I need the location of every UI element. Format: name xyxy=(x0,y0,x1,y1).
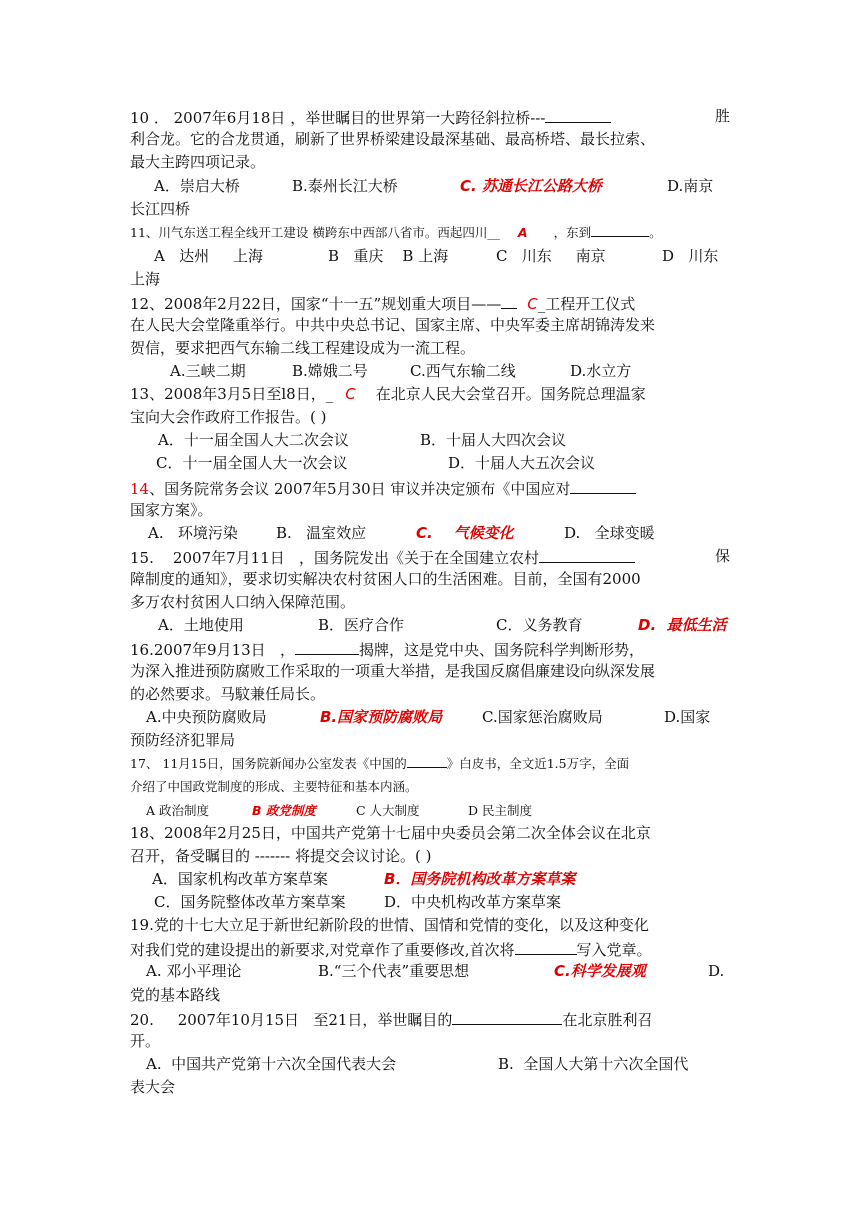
q16-option-d: D.国家 xyxy=(664,708,711,726)
q14-blank xyxy=(570,476,636,494)
q14-option-a: A. 环境污染 xyxy=(148,524,238,542)
q11-blank xyxy=(591,223,649,237)
q10-option-a: A．崇启大桥 xyxy=(154,177,240,195)
q14-number: 14 xyxy=(130,480,150,498)
q20-blank xyxy=(452,1007,562,1025)
q16-option-a: A.中央预防腐败局 xyxy=(146,708,267,726)
q11-option-b: B 重庆 B 上海 xyxy=(328,247,449,265)
q16-option-c: C.国家惩治腐败局 xyxy=(482,708,603,726)
q15-option-d-answer: D. 最低生活 xyxy=(638,616,727,634)
q10-line3: 最大主跨四项记录。 xyxy=(130,153,266,171)
q12-answer: C xyxy=(527,295,538,313)
q11-option-c: C 川东 南京 xyxy=(496,247,606,265)
q13-option-b: B．十届人大四次会议 xyxy=(420,431,567,449)
q13-line1: 13、2008年3月5日至l8日，_ C 在北京人民大会堂召开。国务院总理温家 xyxy=(130,385,646,403)
q20-option-b-cont: 表大会 xyxy=(130,1078,176,1096)
q15-line3: 多万农村贫困人口纳入保障范围。 xyxy=(130,593,356,611)
q19-option-c-answer: C.科学发展观 xyxy=(554,962,646,980)
q17-option-c: C 人大制度 xyxy=(356,803,420,818)
q10-option-d-cont: 长江四桥 xyxy=(130,200,191,218)
q17-line2: 介绍了中国政党制度的形成、主要特征和基本内涵。 xyxy=(130,779,418,794)
q18-option-a: A．国家机构改革方案草案 xyxy=(152,870,328,888)
q19-option-a: A. 邓小平理论 xyxy=(146,962,242,980)
q14-option-b: B. 温室效应 xyxy=(276,524,367,542)
q18-line2: 召开，备受瞩目的 ------- 将提交会议讨论。( ) xyxy=(130,847,432,865)
q11-option-a: A 达州 上海 xyxy=(154,247,263,265)
q16-line2: 为深入推进预防腐败工作采取的一项重大举措，是我国反腐倡廉建设向纵深发展 xyxy=(130,662,656,680)
q12-option-d: D.水立方 xyxy=(570,362,632,380)
q19-option-d-cont: 党的基本路线 xyxy=(130,986,221,1004)
q16-option-b-answer: B.国家预防腐败局 xyxy=(320,708,443,726)
q18-option-c: C．国务院整体改革方案草案 xyxy=(154,893,346,911)
q17-line1: 17、 11月15日，国务院新闻办公室发表《中国的 》白皮书，全文近1.5万字，全面 xyxy=(130,756,630,771)
q12-line1: 12、2008年2月22日，国家“十一五”规划重大项目—— C_工程开工仪式 xyxy=(130,291,730,316)
q16-option-d-cont: 预防经济犯罪局 xyxy=(130,731,236,749)
q14-line1: 14、国务院常务会议 2007年5月30日 审议并决定颁布《中国应对 xyxy=(130,476,730,501)
q13-line2: 宝向大会作政府工作报告。( ) xyxy=(130,408,327,426)
q16-blank xyxy=(295,637,359,655)
q18-line1: 18、2008年2月25日，中国共产党第十七届中央委员会第二次全体会议在北京 xyxy=(130,824,651,842)
q18-option-d: D．中央机构改革方案草案 xyxy=(384,893,562,911)
q15-blank xyxy=(539,545,635,563)
q19-option-d: D. xyxy=(708,962,725,980)
q15-option-c: C．义务教育 xyxy=(496,616,583,634)
q10-blank xyxy=(545,105,611,123)
q13-answer: C xyxy=(345,385,356,403)
q19-line1: 19.党的十七大立足于新世纪新阶段的世情、国情和党情的变化，以及这种变化 xyxy=(130,916,649,934)
q12-option-b: B.嫦娥二号 xyxy=(292,362,368,380)
q17-option-d: D 民主制度 xyxy=(468,803,532,818)
q10-option-d: D.南京 xyxy=(667,177,714,195)
q10-option-b: B.泰州长江大桥 xyxy=(292,177,398,195)
q11-option-d-cont: 上海 xyxy=(130,270,161,288)
q11-option-d: D 川东 xyxy=(662,247,719,265)
q10-option-c-answer: C. 苏通长江公路大桥 xyxy=(460,177,602,195)
q20-option-b: B. 全国人大第十六次全国代 xyxy=(498,1055,689,1073)
q15-line1: 15. 2007年7月11日 ，国务院发出《关于在全国建立农村 保 xyxy=(130,547,730,567)
q17-blank xyxy=(407,754,447,768)
q14-line2: 国家方案》。 xyxy=(130,501,213,519)
q13-option-a: A．十一届全国人大二次会议 xyxy=(158,431,349,449)
q16-line1: 16.2007年9月13日 ， 揭牌，这是党中央、国务院科学判断形势， xyxy=(130,637,730,662)
q19-line2: 对我们党的建设提出的新要求,对党章作了重要修改,首次将 写入党章。 xyxy=(130,937,730,962)
q18-option-b-answer: B．国务院机构改革方案草案 xyxy=(384,870,576,888)
q16-line3: 的必然要求。马馼兼任局长。 xyxy=(130,685,326,703)
q19-blank xyxy=(515,937,577,955)
q17-option-a: A 政治制度 xyxy=(146,803,210,818)
q11-answer: A xyxy=(517,225,528,240)
q19-option-b: B.“三个代表”重要思想 xyxy=(318,962,470,980)
q13-option-d: D．十届人大五次会议 xyxy=(448,454,596,472)
q12-line3: 贺信，要求把西气东输二线工程建设成为一流工程。 xyxy=(130,339,476,357)
q13-option-c: C．十一届全国人大一次会议 xyxy=(156,454,348,472)
q12-option-c: C.西气东输二线 xyxy=(410,362,516,380)
q11-line1: 11、川气东送工程全线开工建设 横跨东中西部八省市。西起四川__ A ，东到 。 xyxy=(130,225,662,240)
q20-option-a: A. 中国共产党第十六次全国代表大会 xyxy=(146,1055,397,1073)
q10-line1: 10 ． 2007年6月18日 ，举世瞩目的世界第一大跨径斜拉桥--- 胜 xyxy=(130,107,730,127)
q12-option-a: A.三峡二期 xyxy=(170,362,246,380)
q15-option-b: B．医疗合作 xyxy=(318,616,405,634)
q17-option-b-answer: B 政党制度 xyxy=(252,803,316,818)
q20-line2: 开。 xyxy=(130,1032,161,1050)
q10-line2: 利合龙。它的合龙贯通，刷新了世界桥梁建设最深基础、最高桥塔、最长拉索、 xyxy=(130,130,656,148)
q15-option-a: A．土地使用 xyxy=(158,616,244,634)
q14-option-c-answer: C. 气候变化 xyxy=(416,524,514,542)
q20-line1: 20. 2007年10月15日 至21日，举世瞩目的 在北京胜利召 xyxy=(130,1007,730,1032)
q15-line2: 障制度的通知》，要求切实解决农村贫困人口的生活困难。目前，全国有2000 xyxy=(130,570,641,588)
q14-option-d: D. 全球变暖 xyxy=(564,524,655,542)
q12-line2: 在人民大会堂隆重举行。中共中央总书记、国家主席、中央军委主席胡锦涛发来 xyxy=(130,316,656,334)
